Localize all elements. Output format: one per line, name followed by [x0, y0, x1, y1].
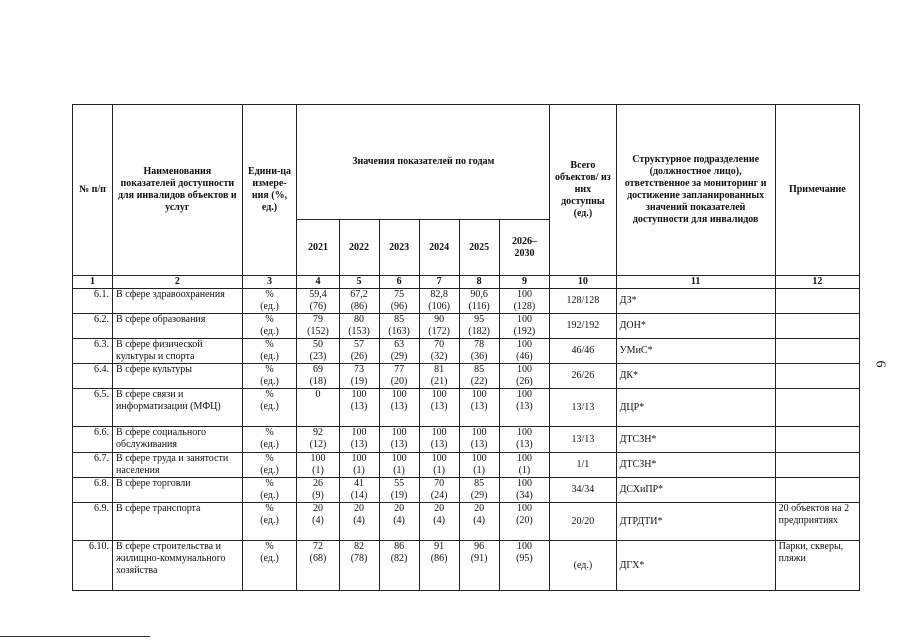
- row-dept: ДТСЗН*: [616, 427, 775, 453]
- unit-count: (ед.): [260, 376, 279, 387]
- row-total: 26/26: [550, 364, 616, 389]
- row-unit: [242, 541, 297, 591]
- value-count: (21): [430, 376, 448, 387]
- row-unit: [242, 289, 297, 314]
- row-name: В сфере социального обслуживания: [113, 427, 243, 453]
- value-percent: 90,6: [470, 289, 488, 300]
- value-count: (182): [468, 326, 490, 337]
- value-percent: 79: [312, 314, 323, 325]
- value-percent: 100: [431, 427, 447, 438]
- value-percent: 100: [471, 427, 487, 438]
- value-percent: 100: [310, 453, 326, 464]
- value-count: (32): [430, 351, 448, 362]
- value-count: (13): [470, 439, 488, 450]
- value-count: (1): [518, 465, 531, 476]
- value-percent: 91: [434, 541, 445, 552]
- value-percent: 77: [394, 364, 405, 375]
- value-count: (128): [513, 301, 536, 312]
- year-value: [499, 389, 550, 427]
- value-count: (78): [350, 553, 368, 564]
- year-value: [339, 453, 379, 478]
- value-percent: 81: [434, 364, 445, 375]
- unit-percent: %: [265, 364, 274, 375]
- unit-count: (ед.): [260, 351, 279, 362]
- value-count: (29): [470, 490, 488, 501]
- row-dept: ДК*: [616, 364, 775, 389]
- row-unit: [242, 314, 297, 339]
- row-name: В сфере физической культуры и спорта: [113, 339, 243, 364]
- value-percent: 41: [354, 478, 365, 489]
- value-count: (4): [473, 515, 485, 526]
- year-value: [419, 453, 459, 478]
- year-value: [339, 314, 379, 339]
- value-percent: 82,8: [430, 289, 448, 300]
- year-value: [379, 541, 419, 591]
- row-dept: ДГХ*: [616, 541, 775, 591]
- value-percent: 57: [354, 339, 365, 350]
- year-value: [499, 364, 550, 389]
- value-count: (82): [390, 553, 408, 564]
- table-row: [73, 314, 860, 339]
- year-value: [419, 389, 459, 427]
- year-value: [297, 339, 339, 364]
- row-unit: [242, 478, 297, 503]
- year-value: [499, 478, 550, 503]
- column-number: 5: [339, 276, 379, 289]
- value-percent: 0: [315, 389, 321, 400]
- row-dept: ДЗ*: [616, 289, 775, 314]
- unit-count: (ед.): [260, 465, 279, 476]
- unit-percent: %: [265, 339, 274, 350]
- row-total: 46/46: [550, 339, 616, 364]
- value-percent: 100: [431, 453, 447, 464]
- table-body: [73, 289, 860, 591]
- year-value: [297, 314, 339, 339]
- year-value: [459, 541, 499, 591]
- page-number: 6: [872, 360, 888, 368]
- value-count: (22): [470, 376, 488, 387]
- row-note: [775, 314, 859, 339]
- column-number: 7: [419, 276, 459, 289]
- unit-count: (ед.): [260, 553, 279, 564]
- unit-percent: %: [265, 541, 274, 552]
- value-count: (23): [309, 351, 327, 362]
- row-note: [775, 339, 859, 364]
- value-percent: 100: [516, 541, 532, 552]
- row-index: 6.9.: [73, 503, 113, 541]
- column-number-row: [73, 276, 860, 289]
- header-note: Примечание: [775, 105, 859, 276]
- row-total: 20/20: [550, 503, 616, 541]
- row-note: Парки, скверы, пляжи: [775, 541, 859, 591]
- value-count: (13): [350, 401, 368, 412]
- row-name: В сфере связи и информатизации (МФЦ): [113, 389, 243, 427]
- year-value: [419, 364, 459, 389]
- year-header: 2022: [339, 220, 379, 276]
- value-count: (116): [468, 301, 490, 312]
- unit-count: (ед.): [260, 401, 279, 412]
- value-percent: 100: [516, 364, 532, 375]
- value-percent: 20: [394, 503, 405, 514]
- year-value: [459, 503, 499, 541]
- year-value: [379, 503, 419, 541]
- year-value: [459, 314, 499, 339]
- value-count: (12): [309, 439, 327, 450]
- row-total: 13/13: [550, 427, 616, 453]
- row-name: В сфере труда и занятости населения: [113, 453, 243, 478]
- value-percent: 20: [354, 503, 365, 514]
- header-total: Всего объектов/ из них доступны (ед.): [550, 105, 616, 276]
- value-count: (26): [516, 376, 533, 387]
- row-index: 6.1.: [73, 289, 113, 314]
- value-count: (1): [353, 465, 365, 476]
- unit-percent: %: [265, 453, 274, 464]
- year-value: [339, 427, 379, 453]
- value-percent: 59,4: [309, 289, 327, 300]
- value-count: (26): [350, 351, 368, 362]
- value-count: (1): [393, 465, 405, 476]
- year-value: [459, 478, 499, 503]
- year-value: [339, 289, 379, 314]
- row-note: [775, 364, 859, 389]
- value-percent: 100: [431, 389, 447, 400]
- year-value: [379, 389, 419, 427]
- row-name: В сфере здравоохранения: [113, 289, 243, 314]
- value-percent: 26: [312, 478, 323, 489]
- row-index: 6.10.: [73, 541, 113, 591]
- year-header: 2024: [419, 220, 459, 276]
- year-value: [297, 453, 339, 478]
- year-value: [379, 453, 419, 478]
- row-note: [775, 478, 859, 503]
- row-name: В сфере строительства и жилищно-коммунального хозяйства: [113, 541, 243, 591]
- year-value: [419, 478, 459, 503]
- year-value: [459, 389, 499, 427]
- value-percent: 100: [471, 453, 487, 464]
- value-percent: 85: [474, 478, 485, 489]
- value-count: (18): [309, 376, 327, 387]
- value-percent: 100: [391, 389, 407, 400]
- year-value: [339, 364, 379, 389]
- value-count: (13): [516, 401, 533, 412]
- year-value: [419, 541, 459, 591]
- row-name: В сфере образования: [113, 314, 243, 339]
- unit-percent: %: [265, 503, 274, 514]
- year-value: [499, 453, 550, 478]
- value-count: (24): [430, 490, 448, 501]
- year-value: [297, 503, 339, 541]
- value-percent: 80: [354, 314, 365, 325]
- value-percent: 20: [474, 503, 485, 514]
- row-dept: ДОН*: [616, 314, 775, 339]
- column-number: 10: [550, 276, 616, 289]
- value-count: (172): [428, 326, 450, 337]
- year-value: [379, 427, 419, 453]
- year-header: 2021: [297, 220, 339, 276]
- year-value: [419, 314, 459, 339]
- column-number: 12: [775, 276, 859, 289]
- value-count: (68): [309, 553, 327, 564]
- value-percent: 100: [516, 314, 532, 325]
- value-count: (153): [348, 326, 370, 337]
- row-unit: [242, 389, 297, 427]
- unit-percent: %: [265, 427, 274, 438]
- column-number: 9: [499, 276, 550, 289]
- unit-percent: %: [265, 389, 274, 400]
- row-note: 20 объектов на 2 предприятиях: [775, 503, 859, 541]
- value-count: (13): [470, 401, 488, 412]
- year-value: [499, 289, 550, 314]
- year-value: [499, 314, 550, 339]
- row-unit: [242, 427, 297, 453]
- value-percent: 100: [391, 453, 407, 464]
- year-value: [499, 427, 550, 453]
- column-number: 11: [616, 276, 775, 289]
- year-header: 2023: [379, 220, 419, 276]
- year-value: [339, 503, 379, 541]
- value-count: (29): [390, 351, 408, 362]
- column-number: 8: [459, 276, 499, 289]
- year-value: [459, 453, 499, 478]
- year-value: [379, 364, 419, 389]
- table-row: [73, 389, 860, 427]
- value-percent: 78: [474, 339, 485, 350]
- year-value: [459, 364, 499, 389]
- value-percent: 69: [312, 364, 323, 375]
- value-count: (13): [390, 439, 408, 450]
- year-value: [499, 339, 550, 364]
- row-index: 6.8.: [73, 478, 113, 503]
- value-percent: 100: [516, 289, 532, 300]
- value-count: (76): [309, 301, 327, 312]
- table-row: [73, 364, 860, 389]
- value-percent: 100: [471, 389, 487, 400]
- value-percent: 85: [394, 314, 405, 325]
- value-count: (4): [433, 515, 445, 526]
- value-percent: 67,2: [350, 289, 368, 300]
- row-dept: ДЦР*: [616, 389, 775, 427]
- row-unit: [242, 453, 297, 478]
- year-value: [339, 478, 379, 503]
- row-unit: [242, 339, 297, 364]
- value-percent: 70: [434, 339, 445, 350]
- row-note: [775, 453, 859, 478]
- row-index: 6.6.: [73, 427, 113, 453]
- value-percent: 70: [434, 478, 445, 489]
- row-dept: ДТРДТИ*: [616, 503, 775, 541]
- year-value: [419, 339, 459, 364]
- row-unit: [242, 364, 297, 389]
- value-percent: 82: [354, 541, 365, 552]
- table-row: [73, 339, 860, 364]
- value-percent: 92: [312, 427, 323, 438]
- row-dept: УМиС*: [616, 339, 775, 364]
- value-count: (20): [390, 376, 408, 387]
- table-row: [73, 427, 860, 453]
- year-value: [297, 289, 339, 314]
- table-row: [73, 453, 860, 478]
- row-index: 6.3.: [73, 339, 113, 364]
- value-percent: 100: [516, 503, 532, 514]
- value-percent: 100: [516, 478, 532, 489]
- table-row: [73, 541, 860, 591]
- unit-count: (ед.): [260, 301, 279, 312]
- value-percent: 100: [516, 453, 532, 464]
- value-count: (192): [513, 326, 536, 337]
- unit-count: (ед.): [260, 439, 279, 450]
- row-dept: ДСХиПР*: [616, 478, 775, 503]
- year-value: [379, 289, 419, 314]
- row-index: 6.2.: [73, 314, 113, 339]
- value-count: (19): [390, 490, 408, 501]
- value-percent: 85: [474, 364, 485, 375]
- value-percent: 72: [312, 541, 323, 552]
- value-percent: 63: [394, 339, 405, 350]
- row-total: 192/192: [550, 314, 616, 339]
- column-number: 3: [242, 276, 297, 289]
- year-value: [499, 503, 550, 541]
- year-value: [379, 314, 419, 339]
- value-percent: 100: [391, 427, 407, 438]
- value-percent: 20: [434, 503, 445, 514]
- value-count: (4): [312, 515, 324, 526]
- unit-count: (ед.): [260, 326, 279, 337]
- column-number: 4: [297, 276, 339, 289]
- column-number: 6: [379, 276, 419, 289]
- value-count: (14): [350, 490, 368, 501]
- row-index: 6.4.: [73, 364, 113, 389]
- value-count: (1): [433, 465, 445, 476]
- value-percent: 86: [394, 541, 405, 552]
- value-count: (95): [516, 553, 533, 564]
- value-count: (91): [470, 553, 488, 564]
- header-dept: Структурное подразделение (должностное лицо), ответственное за мониторинг и достижение запланированных значений показателей доступности для инвалидов: [616, 105, 775, 276]
- year-value: [459, 427, 499, 453]
- value-count: (152): [307, 326, 329, 337]
- value-percent: 95: [474, 314, 485, 325]
- value-count: (96): [390, 301, 408, 312]
- value-count: (46): [516, 351, 533, 362]
- value-percent: 100: [351, 427, 367, 438]
- unit-percent: %: [265, 289, 274, 300]
- value-percent: 100: [351, 453, 367, 464]
- row-index: 6.7.: [73, 453, 113, 478]
- table-row: [73, 289, 860, 314]
- year-header: 2026–2030: [499, 220, 550, 276]
- row-note: [775, 289, 859, 314]
- table-row: [73, 478, 860, 503]
- value-count: (4): [393, 515, 405, 526]
- header-name: Наименования показателей доступности для инвалидов объектов и услуг: [113, 105, 243, 276]
- value-count: (13): [430, 439, 448, 450]
- value-percent: 100: [516, 339, 532, 350]
- year-value: [419, 503, 459, 541]
- row-name: В сфере культуры: [113, 364, 243, 389]
- row-note: [775, 389, 859, 427]
- value-percent: 20: [312, 503, 323, 514]
- value-count: (13): [390, 401, 408, 412]
- unit-percent: %: [265, 478, 274, 489]
- value-percent: 100: [351, 389, 367, 400]
- year-value: [297, 364, 339, 389]
- row-dept: ДТСЗН*: [616, 453, 775, 478]
- year-value: [379, 339, 419, 364]
- year-value: [297, 427, 339, 453]
- row-total: 13/13: [550, 389, 616, 427]
- value-percent: 100: [516, 427, 532, 438]
- value-percent: 96: [474, 541, 485, 552]
- header-num: № п/п: [73, 105, 113, 276]
- header-unit: Едини-ца измере-ния (%, ед.): [242, 105, 297, 276]
- value-count: (9): [312, 490, 324, 501]
- year-value: [459, 289, 499, 314]
- value-percent: 100: [516, 389, 532, 400]
- value-count: (4): [353, 515, 365, 526]
- value-count: (19): [350, 376, 368, 387]
- value-percent: 75: [394, 289, 405, 300]
- column-number: 1: [73, 276, 113, 289]
- value-count: (13): [430, 401, 448, 412]
- value-count: (86): [350, 301, 368, 312]
- year-header: 2025: [459, 220, 499, 276]
- table-row: [73, 503, 860, 541]
- unit-count: (ед.): [260, 490, 279, 501]
- row-total: 34/34: [550, 478, 616, 503]
- year-value: [499, 541, 550, 591]
- year-value: [419, 427, 459, 453]
- year-value: [339, 339, 379, 364]
- row-total: 128/128: [550, 289, 616, 314]
- indicators-table: [72, 104, 860, 591]
- value-percent: 90: [434, 314, 445, 325]
- value-count: (36): [470, 351, 488, 362]
- column-number: 2: [113, 276, 243, 289]
- row-name: В сфере торговли: [113, 478, 243, 503]
- year-value: [297, 478, 339, 503]
- value-count: (106): [428, 301, 450, 312]
- year-value: [339, 541, 379, 591]
- year-value: [459, 339, 499, 364]
- value-percent: 55: [394, 478, 405, 489]
- unit-percent: %: [265, 314, 274, 325]
- row-name: В сфере транспорта: [113, 503, 243, 541]
- year-value: [339, 389, 379, 427]
- value-count: (13): [350, 439, 368, 450]
- value-percent: 50: [312, 339, 323, 350]
- value-count: (13): [516, 439, 533, 450]
- value-count: (1): [473, 465, 485, 476]
- year-value: [379, 478, 419, 503]
- value-count: (20): [516, 515, 533, 526]
- year-value: [419, 289, 459, 314]
- header-values: Значения показателей по годам: [297, 105, 550, 220]
- unit-count: (ед.): [260, 515, 279, 526]
- row-index: 6.5.: [73, 389, 113, 427]
- footnote-divider: [0, 636, 150, 637]
- row-total: 1/1: [550, 453, 616, 478]
- value-percent: 73: [354, 364, 365, 375]
- row-total: (ед.): [550, 541, 616, 591]
- value-count: (1): [312, 465, 324, 476]
- year-value: [297, 389, 339, 427]
- row-note: [775, 427, 859, 453]
- value-count: (163): [388, 326, 410, 337]
- value-count: (86): [430, 553, 448, 564]
- value-count: (34): [516, 490, 533, 501]
- year-value: [297, 541, 339, 591]
- row-unit: [242, 503, 297, 541]
